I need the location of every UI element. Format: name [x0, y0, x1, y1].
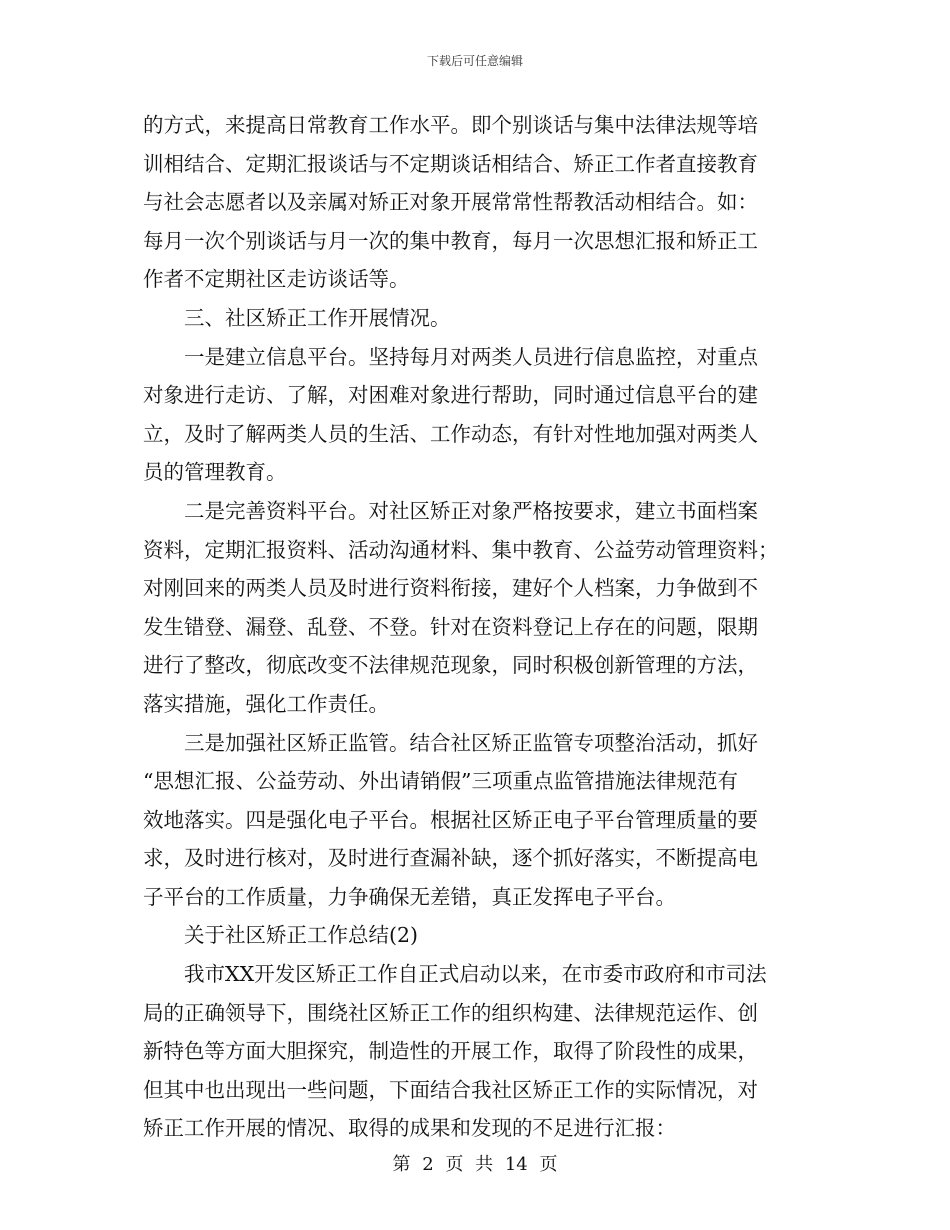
text-line: 新特色等方面大胆探究，制造性的开展工作，取得了阶段性的成果， — [143, 1039, 758, 1064]
document-body — [143, 106, 808, 1148]
text-line: 员的管理教育。 — [143, 460, 287, 485]
text-line: 我市XX开发区矫正工作自正式启动以来，在市委市政府和市司法 — [184, 962, 767, 987]
text-line: 立，及时了解两类人员的生活、工作动态，有针对性地加强对两类人 — [143, 421, 758, 446]
text-line: 效地落实。四是强化电子平台。根据社区矫正电子平台管理质量的要 — [143, 807, 758, 832]
text-line: 求，及时进行核对，及时进行查漏补缺，逐个抓好落实，不断提高电 — [143, 846, 758, 871]
text-line: 与社会志愿者以及亲属对矫正对象开展常常性帮教活动相结合。如： — [143, 190, 758, 215]
text-line: 训相结合、定期汇报谈话与不定期谈话相结合、矫正工作者直接教育 — [143, 151, 758, 176]
page-number-footer: 第 2 页 共 14 页 — [392, 1154, 558, 1175]
text-line: 一是建立信息平台。坚持每月对两类人员进行信息监控，对重点 — [184, 344, 758, 369]
page-header: 下载后可任意编辑 — [426, 54, 523, 68]
text-line: 对象进行走访、了解，对困难对象进行帮助，同时通过信息平台的建 — [143, 383, 758, 408]
text-line: 三是加强社区矫正监管。结合社区矫正监管专项整治活动，抓好 — [184, 730, 758, 755]
text-line: 落实措施，强化工作责任。 — [143, 691, 389, 716]
text-line: 的方式，来提高日常教育工作水平。即个别谈话与集中法律法规等培 — [143, 113, 758, 137]
text-line: 三、社区矫正工作开展情况。 — [184, 305, 451, 330]
text-line: 二是完善资料平台。对社区矫正对象严格按要求，建立书面档案 — [184, 498, 758, 523]
text-line: 但其中也出现出一些问题，下面结合我社区矫正工作的实际情况，对 — [143, 1077, 758, 1102]
text-line: 进行了整改，彻底改变不法律规范现象，同时积极创新管理的方法， — [143, 653, 758, 678]
text-line: 局的正确领导下，围绕社区矫正工作的组织构建、法律规范运作、创 — [143, 1000, 758, 1025]
text-line: 子平台的工作质量，力争确保无差错，真正发挥电子平台。 — [143, 884, 676, 909]
text-line: 对刚回来的两类人员及时进行资料衔接，建好个人档案，力争做到不 — [143, 576, 758, 601]
text-line: “思想汇报、公益劳动、外出请销假”三项重点监管措施法律规范有 — [143, 769, 738, 794]
text-line: 资料，定期汇报资料、活动沟通材料、集中教育、公益劳动管理资料； — [143, 537, 779, 562]
text-line: 矫正工作开展的情况、取得的成果和发现的不足进行汇报： — [143, 1116, 676, 1141]
text-line: 关于社区矫正工作总结(2) — [184, 923, 419, 948]
text-line: 发生错登、漏登、乱登、不登。针对在资料登记上存在的问题，限期 — [143, 614, 758, 639]
text-line: 每月一次个别谈话与月一次的集中教育，每月一次思想汇报和矫正工 — [143, 228, 758, 253]
text-line: 作者不定期社区走访谈话等。 — [143, 267, 410, 292]
